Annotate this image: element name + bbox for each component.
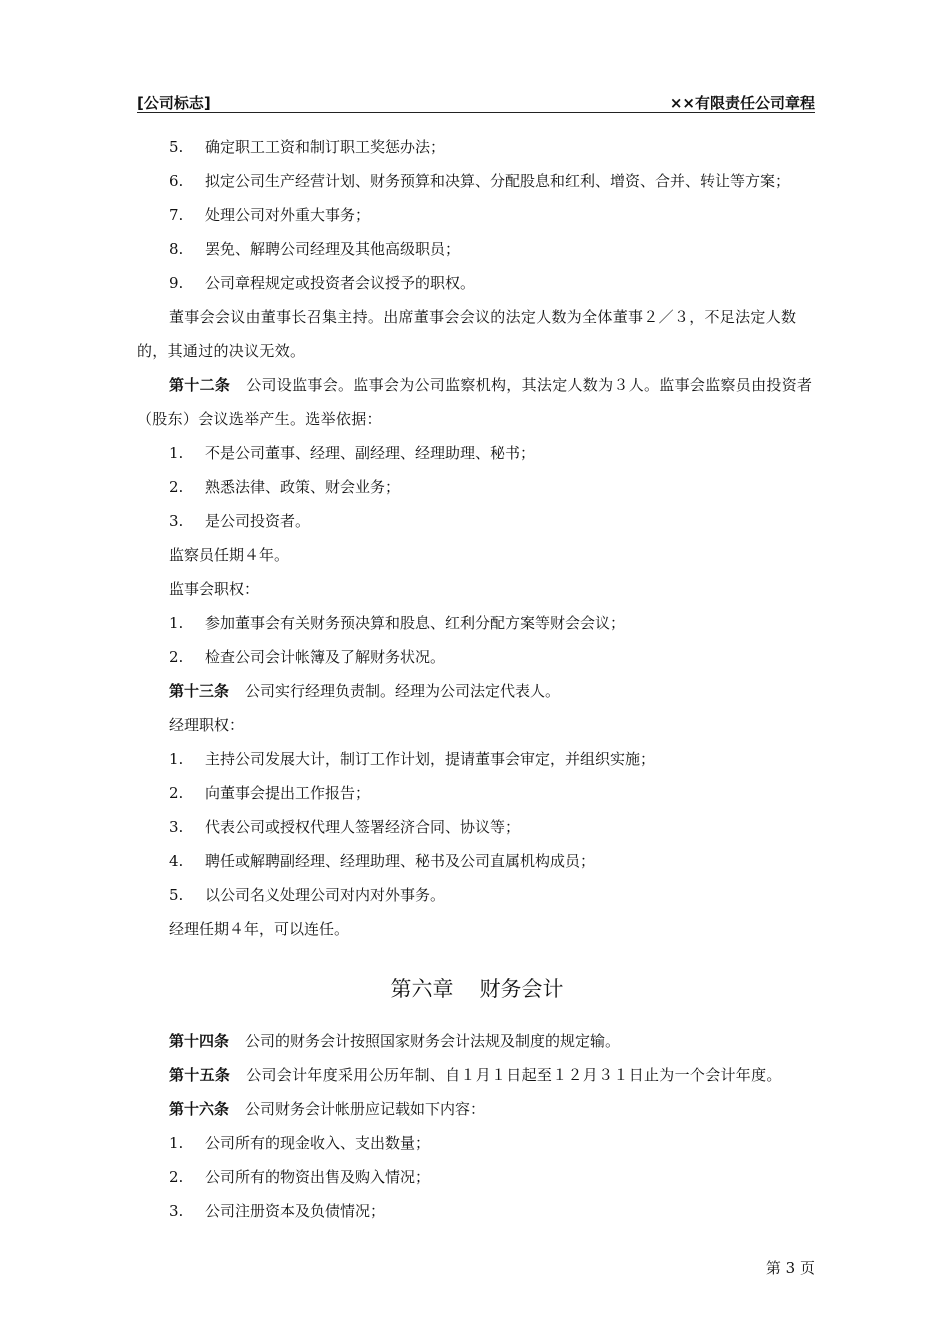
list-item: 1. 不是公司董事、经理、副经理、经理助理、秘书； [169,444,536,462]
list-item: 1. 主持公司发展大计，制订工作计划，提请董事会审定，并组织实施； [169,750,656,768]
chapter-number: 第六章 [390,977,454,1001]
manager-term: 经理任期４年，可以连任。 [169,920,350,938]
article-12: 第十二条 公司设监事会。监事会为公司监察机构，其法定人数为３人。监事会监察员由投资者（股东）会议选举产生。选举依据： [137,376,813,428]
page-number: 第 3 页 [765,1259,815,1277]
article-15: 第十五条 公司会计年度采用公历年制、自１月１日起至１２月３１日止为一个会计年度。 [169,1066,782,1084]
board-meeting-paragraph: 董事会会议由董事长召集主持。出席董事会会议的法定人数为全体董事２／３，不足法定人数的，其通过的决议无效。 [137,308,797,360]
article-label: 第十五条 [169,1066,231,1084]
list-item: 8. 罢免、解聘公司经理及其他高级职员； [169,240,461,258]
list-item: 9. 公司章程规定或投资者会议授予的职权。 [169,274,476,292]
list-item: 5. 以公司名义处理公司对内对外事务。 [169,886,446,904]
article-13: 第十三条 公司实行经理负责制。经理为公司法定代表人。 [169,682,561,700]
list-item: 1. 参加董事会有关财务预决算和股息、红利分配方案等财会会议； [169,614,626,632]
list-item: 2. 熟悉法律、政策、财会业务； [169,478,401,496]
list-item: 1. 公司所有的现金收入、支出数量； [169,1134,431,1152]
list-item: 7. 处理公司对外重大事务； [169,206,371,224]
article-16: 第十六条 公司财务会计帐册应记载如下内容： [169,1100,486,1118]
article-label: 第十三条 [169,682,230,700]
list-item: 3. 是公司投资者。 [169,512,311,530]
manager-powers-heading: 经理职权： [169,716,245,734]
article-label: 第十四条 [169,1032,230,1050]
chapter-title: 财务会计 [479,977,564,1001]
document-title: ××有限责任公司章程 [669,94,815,112]
article-label: 第十六条 [169,1100,230,1118]
document-body [137,130,817,1228]
list-item: 3. 公司注册资本及负债情况； [169,1202,386,1220]
chapter-heading [137,954,817,1024]
article-14: 第十四条 公司的财务会计按照国家财务会计法规及制度的规定输。 [169,1032,621,1050]
list-item: 2. 检查公司会计帐簿及了解财务状况。 [169,648,446,666]
supervisor-powers-heading: 监事会职权： [169,580,260,598]
list-item: 2. 向董事会提出工作报告； [169,784,371,802]
list-item: 5. 确定职工工资和制订职工奖惩办法； [169,138,446,156]
list-item: 6. 拟定公司生产经营计划、财务预算和决算、分配股息和红利、增资、合并、转让等方案； [169,172,791,190]
supervisor-term: 监察员任期４年。 [169,546,290,564]
company-logo-placeholder: [公司标志] [137,94,211,112]
page-header [137,90,815,113]
list-item: 3. 代表公司或授权代理人签署经济合同、协议等； [169,818,521,836]
list-item: 2. 公司所有的物资出售及购入情况； [169,1168,431,1186]
article-label: 第十二条 [169,376,231,394]
list-item: 4. 聘任或解聘副经理、经理助理、秘书及公司直属机构成员； [169,852,596,870]
